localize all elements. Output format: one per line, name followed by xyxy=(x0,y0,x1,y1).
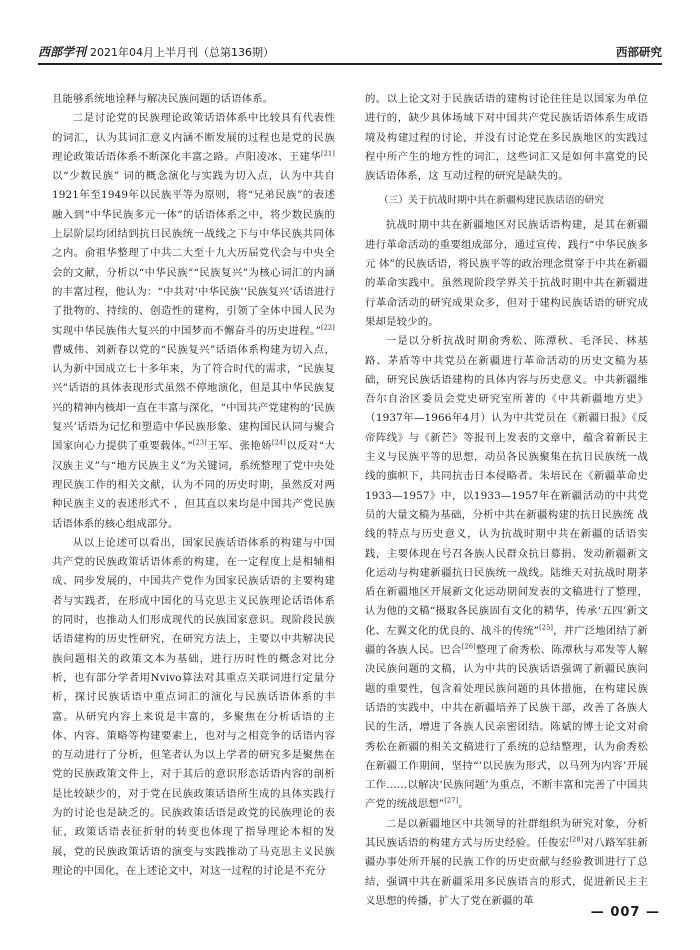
section-title: 西部研究 xyxy=(616,45,662,59)
citation-marker: [23] xyxy=(192,438,207,447)
article-body xyxy=(52,90,648,907)
header-left xyxy=(38,43,274,60)
citation-marker: [26] xyxy=(461,642,476,651)
citation-marker: [25] xyxy=(539,623,554,632)
citation-marker: [27] xyxy=(444,796,459,805)
journal-brand: 西部学刊 xyxy=(38,45,87,59)
paragraph: 一是以分析抗战时期俞秀松、陈潭秋、毛泽民、林基路、茅盾等中共党员在新疆进行革命活动的历史文稿为基础，研究民族话语建构的具体内容与历史意义。中共新疆维吾尔自治区委员会党史研究室所著的《中共新疆地方史》（1937年—1966年4月）认为中共党员在《新疆日报》《反帝阵线》与《新芒》等报刊上发表的文章中，蕴含着新民主主义与民族平等的思想，动员各民族聚集在抗日民族统一战线的旗帜下，共同抗击日本侵略者。朱培民在《新疆革命史1933—1957》中，以1933—1957年在新疆活动的中共党员的大量文稿为基础，分析中共在新疆构建的抗日民族统 战线的特点与历史意义，认为抗战时期中共在新疆的话语实践，主要体现在号召各族人民群众抗日募捐、发动新疆新文化运动与构建新疆抗日民族统一战线。陆维天对抗战时期茅盾在新疆地区开展新文化运动期间发表的文稿进行了整理，认为他的文稿“摄取各民族固有文化的精华，传承‘五四’新文化、左翼文化的优良的、战斗的传统”[25]，并广泛地团结了新疆的各族人民。巴合[26]整理了俞秀松、陈潭秋与邓发等人解决民族问题的文稿，认为中共的民族话语强调了新疆民族问题的重要性，包含着处理民族问题的具体措施，在构建民族话语的实践中，中共在新疆培养了民族干部，改善了各族人民的生活，增进了各族人民亲密团结。陈斌的博士论文对俞秀松在新疆的相关文稿进行了系统的总结整理，认为俞秀松在新疆工作期间，坚持“‘以民族为形式，以马列为内容’开展工作……以解决‘民族问题’为重点，不断丰富和完善了中国共产党的统战思想”[27]。 xyxy=(365,335,648,811)
paragraph: 的。以上论文对于民族话语的建构讨论往往是以国家为单位进行的，缺少具体场域下对中国共产党民族话语体系生成语境及构建过程的讨论，并没有讨论党在多民族地区的实践过程中所产生的地方性的词汇，这些词汇又是如何丰富党的民族话语体系，这 互动过程的研究是缺失的。 xyxy=(365,93,648,183)
left-column xyxy=(52,90,335,880)
section-heading: （三）关于抗战时期中共在新疆构建民族话语的研究 xyxy=(378,195,605,207)
running-header xyxy=(38,38,662,65)
citation-marker: [22] xyxy=(321,323,335,332)
paragraph: 二是讨论党的民族理论政策话语体系中比较具有代表性的词汇，认为其词汇意义内涵不断发展的过程也是党的民族理论政策话语体系不断深化丰富之路。卢阳凌冰、王建华[21]以“少数民族” 词的概念演化与实践为切入点，认为中共自1921年至1949年以民族平等为原则，将“兄弟民族”的表述融入到“中华民族多元一体”的话语体系之中，将少数民族的上层阶层均团结到抗日民族统一战线之下与中华民族共同体之内。俞祖华整理了中共二大至十九大历届党代会与中央全会的文献，分析以“中华民族”“民族复兴”为核心词汇的内涵的丰富过程，他认为：“中共对‘中华民族’‘民族复兴’话语进行了批物的、持续的、创造性的建构，引领了全体中国人民为实现中华民族伟大复兴的中国梦而不懈奋斗的历史进程。”[22]曹威伟、刘新春以党的“民族复兴”话语体系构建为切入点，认为新中国成立七十多年来，为了符合时代的需求，“民族复兴”话语的具体表现形式虽然不停地演化，但是其中华民族复兴的精神内核却一直在丰富与深化，“中国共产党建构的‘民族复兴’话语为记忆和塑造中华民族形象、建构国民认同与聚合国家向心力提供了重要载体。”[23]王军、张艳娇[24]以反对“大汉族主义”与“地方民族主义”为关键词，系统整理了党中央处理民族工作的相关文献，认为不同的历史时期，虽然反对两种民族主义的表述形式不 ，但其直以来均是中国共产党民族话语体系的核心组成部分。 xyxy=(52,112,335,530)
paragraph: 二是以新疆地区中共领导的社群组织为研究对象，分析其民族话语的构建方式与历史经验。任俊宏[28]对八路军驻新疆办事处所开展的民族工作的历史贡献与经验教训进行了总结，强调中共在新疆采用多民族语言的形式，促进新民主主义思想的传播，扩大了党在新疆的革 xyxy=(365,817,648,907)
page-number: — 007 — xyxy=(590,905,660,920)
citation-marker: [24] xyxy=(272,438,286,447)
paragraph: 且能够系统地诠释与解决民族问题的话语体系。 xyxy=(52,93,274,105)
paragraph: 从以上论述可以看出，国家民族话语体系的构建与中国共产党的民族政策话语体系的构建，在一定程度上是相辅相成、同步发展的，中国共产党作为国家民族话语的主要构建者与实践者，在形成中国化的马克思主义民族理论话语体系的同时，也推动人们形成现代的民族国家意识。现阶段民族话语建构的历史性研究，在研究方法上，主要以中共解决民族问题相关的政策文本为基础，进行历时性的概念对比分析，也有部分学者用Nvivo算法对其重点关联词进行定量分析，探讨民族话语中重点词汇的演化与民族话语体系的丰富。从研究内容上来说是丰富的，多聚焦在分析话语的主体、内容、策略等构建要素上，也对与之相竞争的话语内容的互动进行了分析，但笔者认为以上学者的研究多是聚焦在党的民族政策文件上，对于其后的意识形态话语内容的剖析是比较缺少的，对于党在民族政策话语所生成的具体实践行为的讨论也是缺乏的。民族政策话语是政党的民族理论的表征，政策话语表征折射的转变也体现了指导理论本相的发展，党的民族政策话语的演变与实践推动了马克思主义民族理论的中国化，在上述论文中，对这一过程的讨论是不充分 xyxy=(52,536,335,877)
paragraph: 抗战时期中共在新疆地区对民族话语构建，是其在新疆进行革命活动的重要组成部分，通过宣传、践行“中华民族多元 体”的民族话语，将民族平等的政治理念贯穿于中共在新疆的革命实践中。虽然现阶段学界关于抗战时期中共在新疆进行革命活动的研究成果众多，但对于建构民族话语的研究成果却是较少的。 xyxy=(365,219,648,328)
right-column xyxy=(365,90,648,907)
citation-marker: [21] xyxy=(321,149,335,158)
citation-marker: [28] xyxy=(569,835,584,844)
issue-info: 2021年04月上半月刊（总第136期） xyxy=(90,46,275,59)
